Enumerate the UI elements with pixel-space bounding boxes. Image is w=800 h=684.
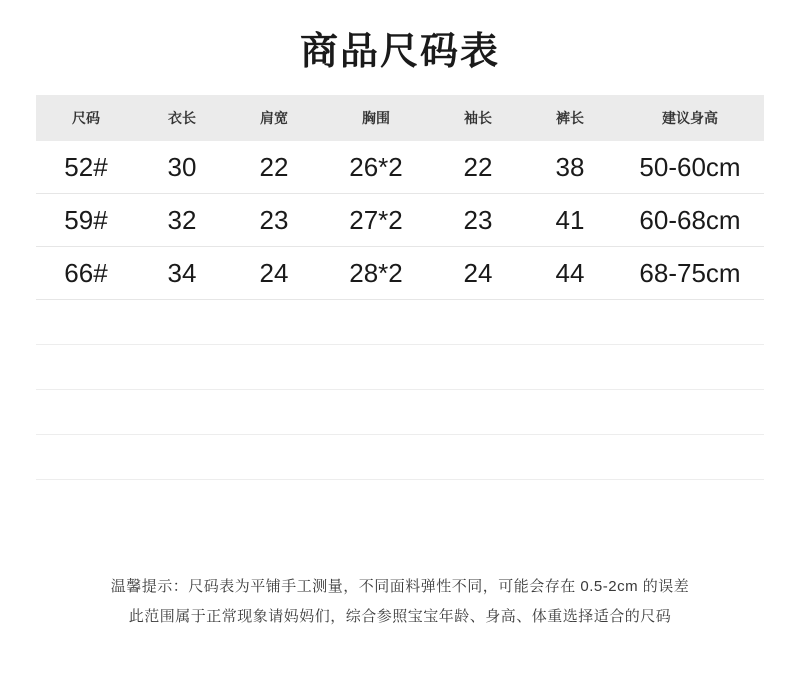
notes-section [0, 572, 800, 632]
page-title: 商品尺码表 [299, 31, 500, 73]
cell-sleeve: 22 [432, 141, 524, 194]
table-body [36, 141, 764, 480]
table-header-row [36, 95, 764, 141]
corner-decoration [774, 0, 800, 26]
table-header [36, 95, 764, 141]
cell-pants-length: 44 [524, 247, 616, 300]
column-header-shoulder: 肩宽 [228, 95, 320, 141]
note-line-2: 此范围属于正常现象请妈妈们，综合参照宝宝年龄、身高、体重选择适合的尺码 [128, 608, 672, 625]
column-header-sleeve: 袖长 [432, 95, 524, 141]
cell-height: 60-68cm [616, 194, 764, 247]
cell-bust: 27*2 [320, 194, 432, 247]
table-row-empty [36, 390, 764, 435]
column-header-height: 建议身高 [616, 95, 764, 141]
table-row [36, 194, 764, 247]
table-row-empty [36, 345, 764, 390]
cell-bust: 28*2 [320, 247, 432, 300]
column-header-pants-length: 裤长 [524, 95, 616, 141]
cell-sleeve: 24 [432, 247, 524, 300]
cell-pants-length: 38 [524, 141, 616, 194]
cell-height: 50-60cm [616, 141, 764, 194]
cell-size: 66# [36, 247, 136, 300]
cell-height: 68-75cm [616, 247, 764, 300]
cell-shoulder: 23 [228, 194, 320, 247]
column-header-bust: 胸围 [320, 95, 432, 141]
cell-length: 32 [136, 194, 228, 247]
size-table [36, 95, 764, 480]
cell-length: 30 [136, 141, 228, 194]
table-row-empty [36, 300, 764, 345]
cell-shoulder: 24 [228, 247, 320, 300]
cell-size: 52# [36, 141, 136, 194]
cell-length: 34 [136, 247, 228, 300]
column-header-size: 尺码 [36, 95, 136, 141]
column-header-length: 衣长 [136, 95, 228, 141]
cell-sleeve: 23 [432, 194, 524, 247]
cell-bust: 26*2 [320, 141, 432, 194]
size-table-container [36, 95, 764, 480]
note-line-1: 温馨提示：尺码表为平铺手工测量，不同面料弹性不同，可能会存在 0.5-2cm 的误差 [110, 578, 690, 595]
table-row [36, 141, 764, 194]
cell-size: 59# [36, 194, 136, 247]
table-row-empty [36, 435, 764, 480]
table-row [36, 247, 764, 300]
cell-pants-length: 41 [524, 194, 616, 247]
cell-shoulder: 22 [228, 141, 320, 194]
